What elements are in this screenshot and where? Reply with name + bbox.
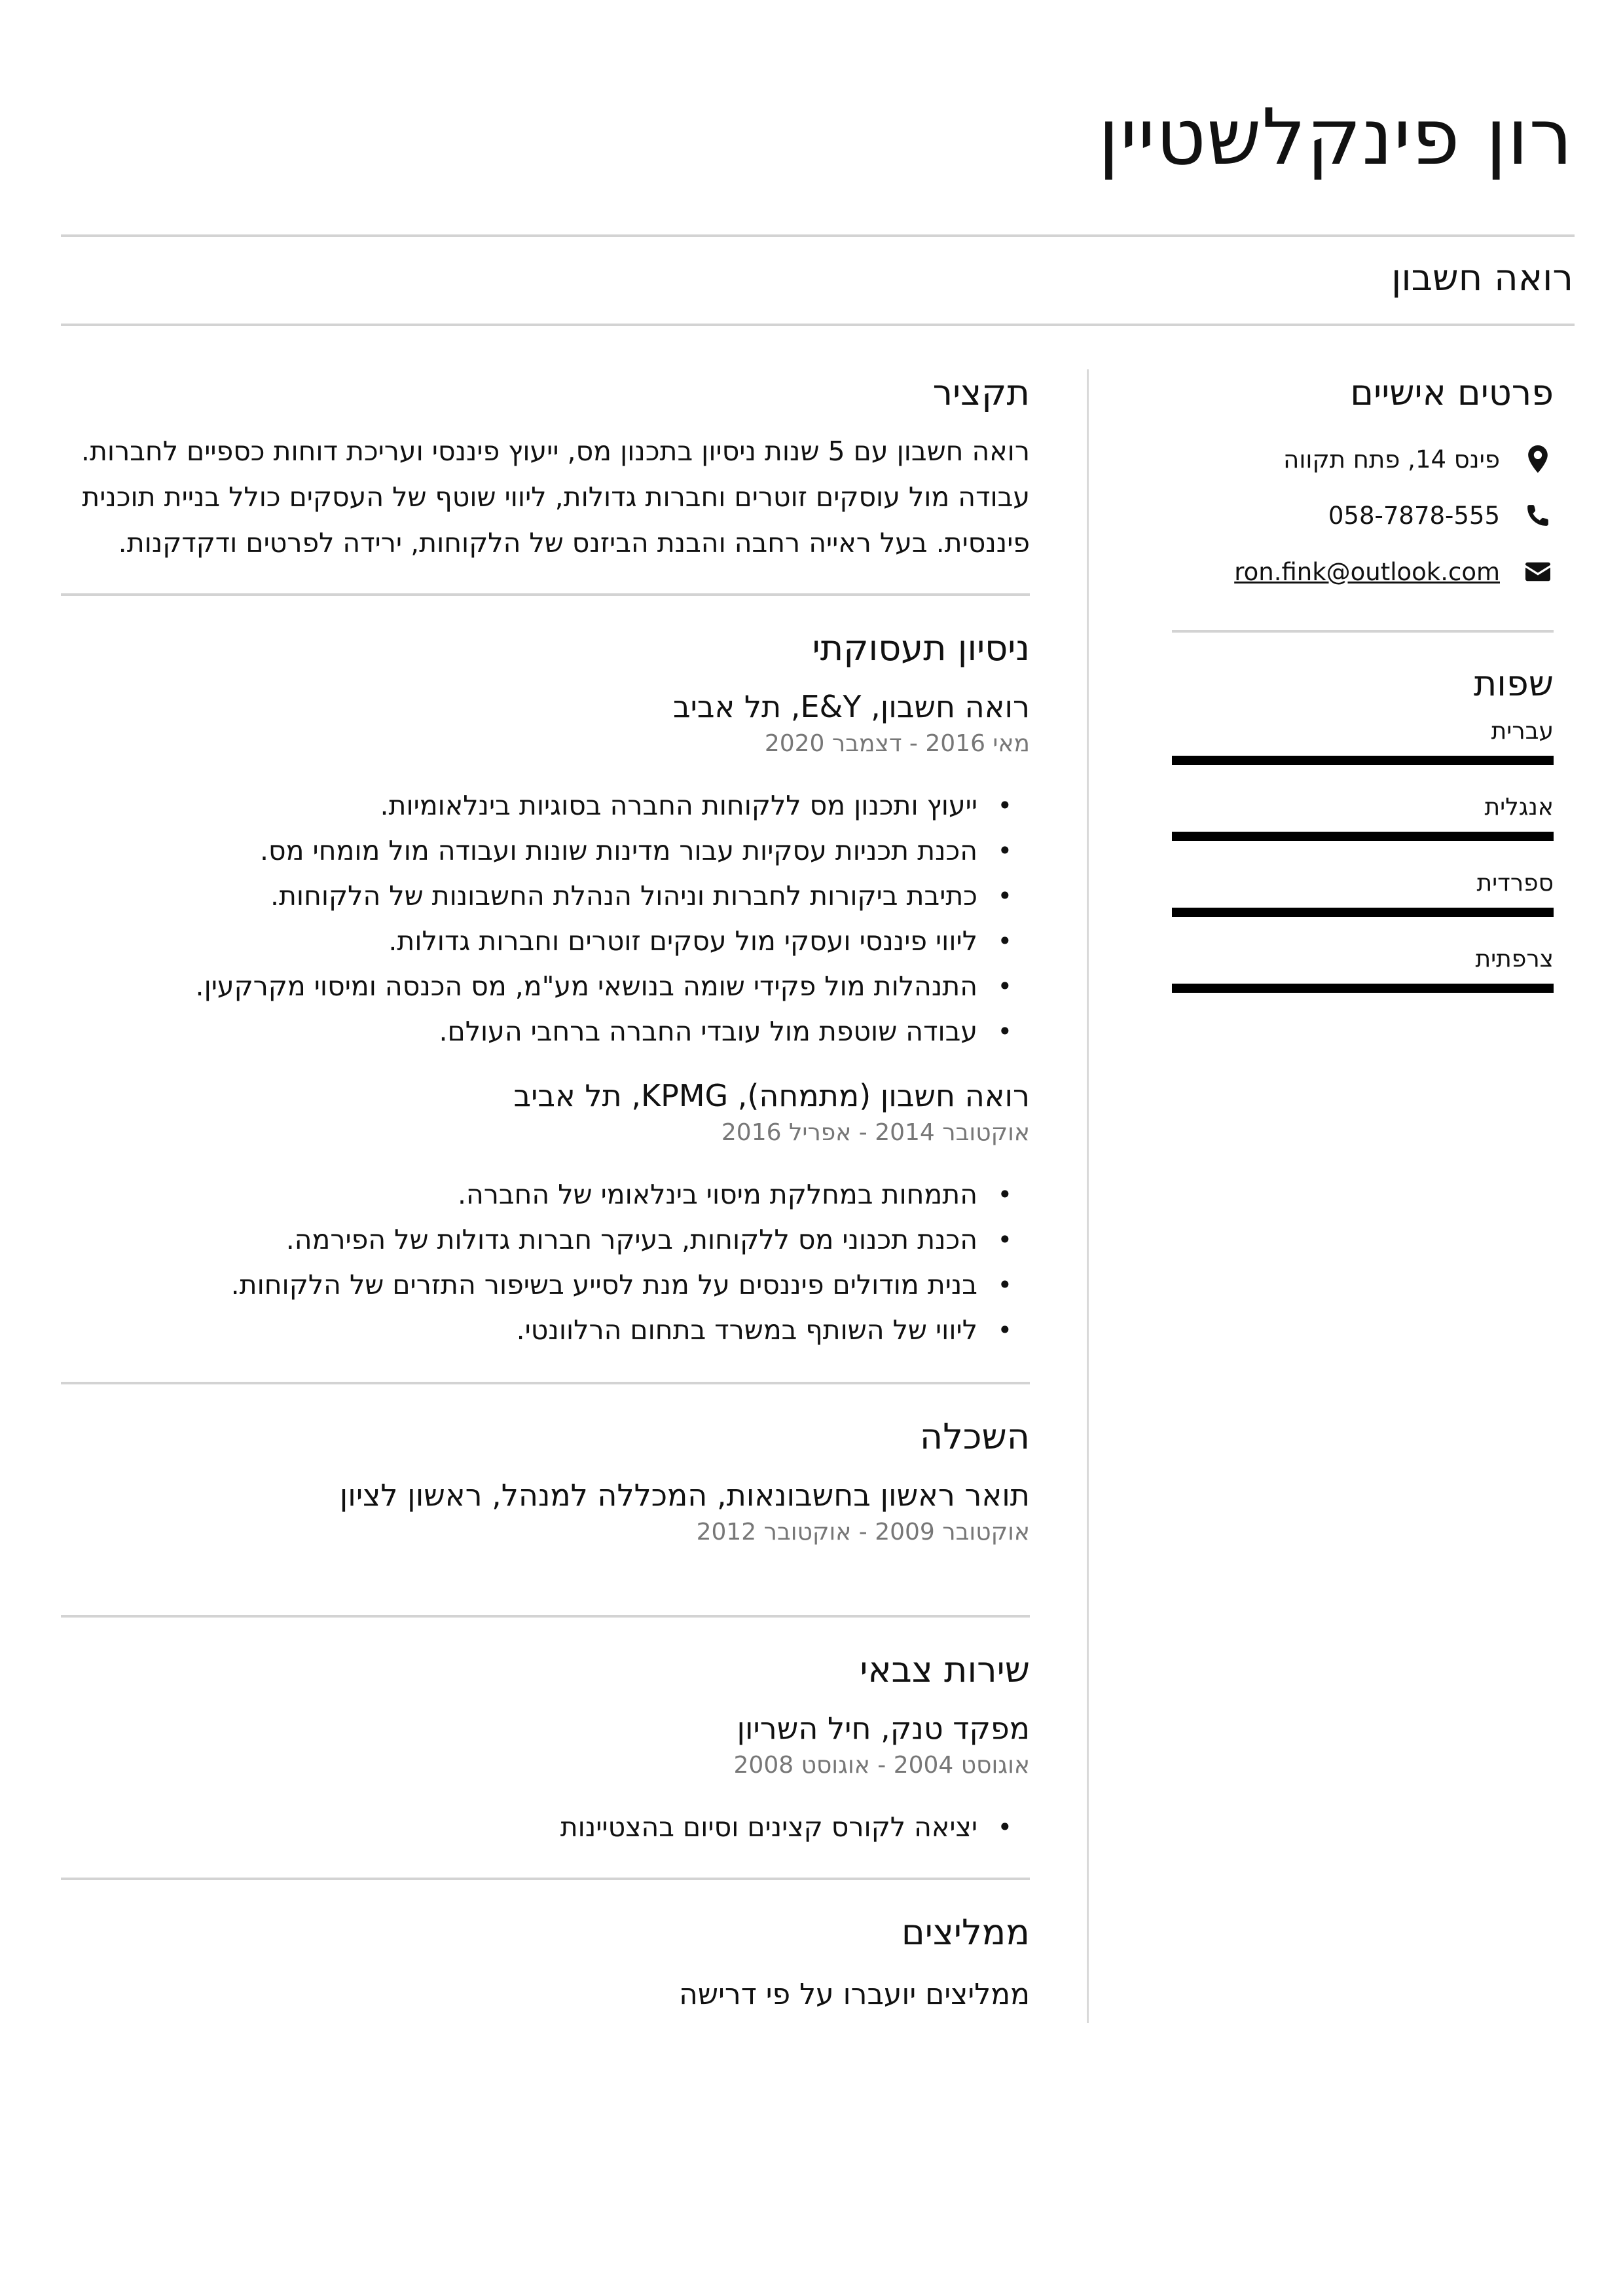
resume-job-title: רואה חשבון — [1391, 257, 1573, 299]
list-item: • כתיבת ביקורות לחברות וניהול הנהלת החשבונות של הלקוחות. — [61, 874, 1030, 919]
language-name: אנגלית — [1484, 794, 1554, 821]
contact-email[interactable] — [1172, 544, 1554, 600]
contact-phone-text: 058-7878-555 — [1328, 501, 1500, 530]
list-item: • בנית מודולים פיננסים על מנת לסייע בשיפור התזרים של הלקוחות. — [61, 1263, 1030, 1308]
list-item: • הכנת תכנוני מס ללקוחות, בעיקר חברות גדולות של הפירמה. — [61, 1217, 1030, 1263]
list-item: • יציאה לקורס קצינים וסיום בהצטיינות — [61, 1805, 1030, 1850]
military-role: מפקד טנק, חיל השריון — [737, 1711, 1030, 1746]
contact-email-link[interactable]: ron.fink@outlook.com — [1234, 557, 1500, 586]
education-degree: תואר ראשון בחשבונאות, המכללה למנהל, ראשון לציון — [339, 1477, 1030, 1513]
language-item — [1172, 715, 1554, 765]
main-content — [61, 367, 1030, 2018]
section-divider — [61, 593, 1030, 596]
language-level-bar — [1172, 832, 1554, 841]
language-name: צרפתית — [1475, 946, 1554, 972]
job-dates: אוקטובר 2014 - אפריל 2016 — [721, 1119, 1030, 1146]
experience-title: ניסיון תעסוקתי — [812, 627, 1030, 669]
education-title: השכלה — [919, 1416, 1030, 1457]
contact-phone — [1172, 487, 1554, 544]
list-item: • עבודה שוטפת מול עובדי החברה ברחבי העולם. — [61, 1009, 1030, 1054]
section-divider — [61, 1382, 1030, 1384]
job-title: רואה חשבון (מתמחה), KPMG, תל אביב — [513, 1078, 1030, 1113]
section-divider — [61, 1878, 1030, 1880]
language-level-bar — [1172, 984, 1554, 993]
language-item — [1172, 791, 1554, 841]
job-bullets — [61, 1172, 1030, 1353]
phone-icon — [1522, 500, 1554, 531]
language-name: ספרדית — [1476, 870, 1554, 897]
resume-name: רון פינקלשטיין — [1098, 92, 1573, 182]
summary-text: רואה חשבון עם 5 שנות ניסיון בתכנון מס, ייעוץ פיננסי ועריכת דוחות כספיים לחברות. עבודה מול עוסקים זוטרים וחברות גדולות, ליווי שוטף של העסקים כולל בניית תוכנית פיננסית. בעל ראייה רחבה והבנת הביזנס של הלקוחות, ירידה לפרטים ודקדקנות. — [81, 435, 1030, 559]
header-divider-bottom — [61, 324, 1575, 326]
military-title: שירות צבאי — [860, 1649, 1030, 1690]
location-pin-icon — [1522, 443, 1554, 475]
languages-title: שפות — [1473, 663, 1554, 704]
contact-address — [1172, 431, 1554, 487]
military-dates: אוגוסט 2004 - אוגוסט 2008 — [733, 1752, 1030, 1779]
list-item: • ליווי פיננסי ועסקי מול עסקים זוטרים וחברות גדולות. — [61, 919, 1030, 964]
section-divider — [61, 1615, 1030, 1618]
sidebar — [1172, 367, 1554, 993]
language-level-bar — [1172, 908, 1554, 917]
list-item: • התמחות במחלקת מיסוי בינלאומי של החברה. — [61, 1172, 1030, 1217]
language-name: עברית — [1491, 718, 1554, 745]
job-dates: מאי 2016 - דצמבר 2020 — [764, 730, 1030, 757]
language-item — [1172, 867, 1554, 917]
list-item: • ליווי של השותף במשרד בתחום הרלוונטי. — [61, 1308, 1030, 1353]
personal-details-title: פרטים אישיים — [1350, 372, 1554, 413]
list-item: • ייעוץ ותכנון מס ללקוחות החברה בסוגיות בינלאומיות. — [61, 783, 1030, 828]
job-bullets — [61, 783, 1030, 1054]
contact-address-text: פינס 14, פתח תקווה — [1283, 445, 1500, 473]
list-item: • התנהלות מול פקידי שומה בנושאי מע"מ, מס הכנסה ומיסוי מקרקעין. — [61, 964, 1030, 1009]
list-item: • הכנת תכניות עסקיות עבור מדינות שונות ועבודה מול מומחי מס. — [61, 828, 1030, 874]
military-bullets — [61, 1805, 1030, 1850]
envelope-icon — [1522, 556, 1554, 587]
sidebar-divider — [1172, 630, 1554, 633]
references-text: ממליצים יועברו על פי דרישה — [679, 1978, 1030, 2011]
job-entry — [61, 685, 1030, 1054]
language-level-bar — [1172, 756, 1554, 765]
header-divider-top — [61, 234, 1575, 237]
job-entry — [61, 1074, 1030, 1353]
education-dates: אוקטובר 2009 - אוקטובר 2012 — [696, 1519, 1030, 1546]
job-title: רואה חשבון, E&Y, תל אביב — [673, 689, 1030, 724]
language-item — [1172, 943, 1554, 993]
column-divider — [1087, 369, 1089, 2023]
references-title: ממליצים — [901, 1912, 1030, 1953]
summary-title: תקציר — [932, 372, 1030, 413]
